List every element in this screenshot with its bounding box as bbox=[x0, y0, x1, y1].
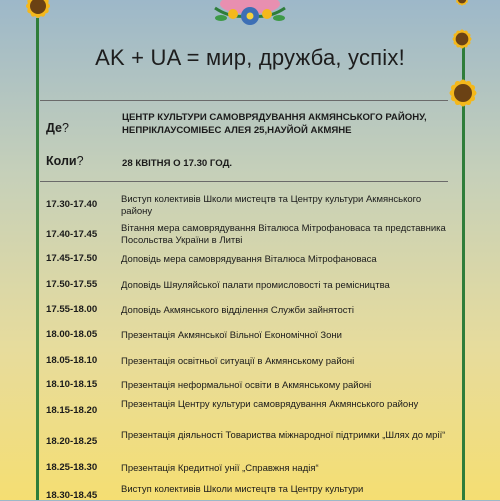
sunflower-icon bbox=[14, 0, 62, 30]
left-sunflower-stem bbox=[36, 18, 39, 500]
schedule-description: Виступ колективів Школи мистецтв та Центру культури bbox=[121, 484, 364, 495]
schedule-time: 18.30-18.45 bbox=[46, 490, 98, 501]
schedule-time: 18.20-18.25 bbox=[46, 436, 98, 447]
divider-bottom bbox=[40, 181, 448, 182]
schedule-time: 17.30-17.40 bbox=[46, 199, 98, 210]
sunflower-icon bbox=[449, 0, 475, 12]
schedule-time: 17.50-17.55 bbox=[46, 279, 98, 290]
flower-wreath-icon bbox=[205, 0, 295, 34]
when-label-text: Коли bbox=[46, 154, 77, 168]
schedule-description: Презентація Акмянської Вільної Економічної Зони bbox=[121, 330, 342, 341]
schedule-time: 17.45-17.50 bbox=[46, 253, 98, 264]
schedule-description: Доповідь Шяуляйської палати промисловості та ремісництва bbox=[121, 280, 390, 291]
schedule-description: Презентація Центру культури самоврядування Акмянського району bbox=[121, 399, 419, 410]
schedule-description: Виступ колективів Школи мистецтв та Центру культури Акмянського району bbox=[121, 194, 422, 217]
divider-top bbox=[40, 100, 448, 101]
where-label: Де? bbox=[46, 121, 69, 135]
schedule-description: Доповідь мера самоврядування Віталюса Мітрофановаса bbox=[121, 254, 377, 265]
schedule-description: Вітання мера самоврядування Віталюса Мітрофановаса та представника Посольства України в Литві bbox=[121, 223, 446, 246]
page-title: AK + UA = мир, дружба, успіх! bbox=[95, 45, 405, 70]
schedule-description: Презентація неформальної освіти в Акмянському районі bbox=[121, 380, 372, 391]
schedule-description: Презентація освітньої ситуації в Акмянському районі bbox=[121, 356, 355, 367]
schedule-description: Презентація діяльності Товариства міжнародної підтримки „Шлях до мрії“ bbox=[121, 430, 446, 441]
schedule-description: Доповідь Акмянського відділення Служби зайнятості bbox=[121, 305, 355, 316]
schedule-time: 18.10-18.15 bbox=[46, 379, 98, 390]
schedule-time: 17.55-18.00 bbox=[46, 304, 98, 315]
schedule-time: 18.15-18.20 bbox=[46, 405, 98, 416]
where-value: ЦЕНТР КУЛЬТУРИ САМОВРЯДУВАННЯ АКМЯНСЬКОГО РАЙОНУ, НЕПРІКЛАУСОМІБЕС АЛЕЯ 25,НАУЙОЙ АКМЯНЕ bbox=[122, 112, 427, 136]
when-value: 28 КВІТНЯ О 17.30 ГОД. bbox=[122, 158, 233, 169]
schedule-description: Презентація Кредитної унії „Справжня надія“ bbox=[121, 463, 319, 474]
schedule-time: 18.05-18.10 bbox=[46, 355, 98, 366]
schedule-time: 17.40-17.45 bbox=[46, 229, 98, 240]
schedule-time: 18.00-18.05 bbox=[46, 329, 98, 340]
schedule-time: 18.25-18.30 bbox=[46, 462, 98, 473]
when-label: Коли? bbox=[46, 154, 84, 168]
where-label-text: Де bbox=[46, 121, 63, 135]
